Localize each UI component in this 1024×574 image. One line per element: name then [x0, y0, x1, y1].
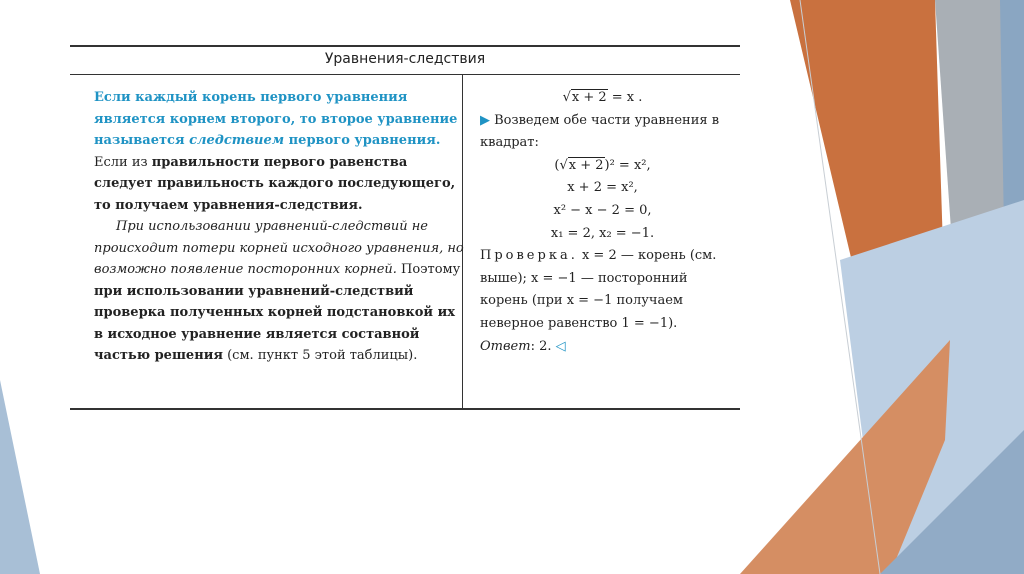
equation-squared-rhs: )² = x², — [604, 157, 651, 173]
triangle-left-outline-icon: ◁ — [555, 338, 566, 354]
check-label: Проверка. — [480, 248, 578, 264]
rule-text-start: Если из — [94, 154, 152, 170]
check-paragraph — [480, 245, 725, 335]
header-divider — [70, 74, 740, 75]
note-tail: (см. пункт 5 этой таблицы). — [222, 348, 418, 363]
equation-roots: x₁ = 2, x₂ = −1. — [550, 225, 655, 241]
left-column — [94, 87, 464, 367]
definition-emphasis: следствием — [189, 133, 285, 148]
rule-text-bold: правильности первого равенства следует правильность каждого последующего, то получаем уравнения-следствия. — [94, 154, 456, 213]
equation-step-4: x² − x − 2 = 0, — [553, 202, 652, 218]
answer-value: : 2. — [530, 338, 556, 354]
rule-paragraph — [94, 152, 464, 217]
equations-table — [70, 45, 740, 410]
definition-text-1: Если каждый корень первого уравнения является корнем второго, то второе уравнение называется — [94, 90, 458, 148]
answer-line — [480, 336, 725, 359]
left-blue-triangle — [0, 380, 40, 574]
triangle-right-icon: ▶ — [480, 112, 490, 128]
step-paragraph — [480, 110, 725, 155]
answer-label: Ответ — [480, 338, 531, 354]
note-bold: при использовании уравнений-следствий проверка полученных корней подстановкой их в исходное уравнение является составной частью решения — [94, 283, 455, 363]
right-column — [480, 87, 725, 358]
note-italic: При использовании уравнений-следствий не происходит потери корней исходного уравнения, но возможно появление посторонних корней. — [94, 219, 464, 277]
equation-rhs: = x . — [607, 90, 643, 105]
equation-original: √x + 2 = x . — [562, 90, 643, 105]
definition — [94, 87, 464, 152]
note-paragraph — [94, 216, 464, 367]
radicand: x + 2 — [571, 90, 607, 105]
definition-text-2: первого уравнения. — [284, 133, 441, 148]
note-normal: Поэтому — [396, 262, 461, 277]
bottom-border — [70, 408, 740, 410]
radicand-squared: x + 2 — [568, 157, 604, 173]
table-title: Уравнения-следствия — [324, 51, 486, 67]
step-text: Возведем обе части уравнения в квадрат: — [480, 112, 720, 151]
equation-step-3: x + 2 = x², — [567, 180, 638, 196]
check-text: x = 2 — корень (см. выше); x = −1 — посторонний корень (при x = −1 получаем неверное равенство 1 = −1). — [480, 248, 717, 331]
equation-squared: (√x + 2)² = x², — [554, 157, 651, 173]
